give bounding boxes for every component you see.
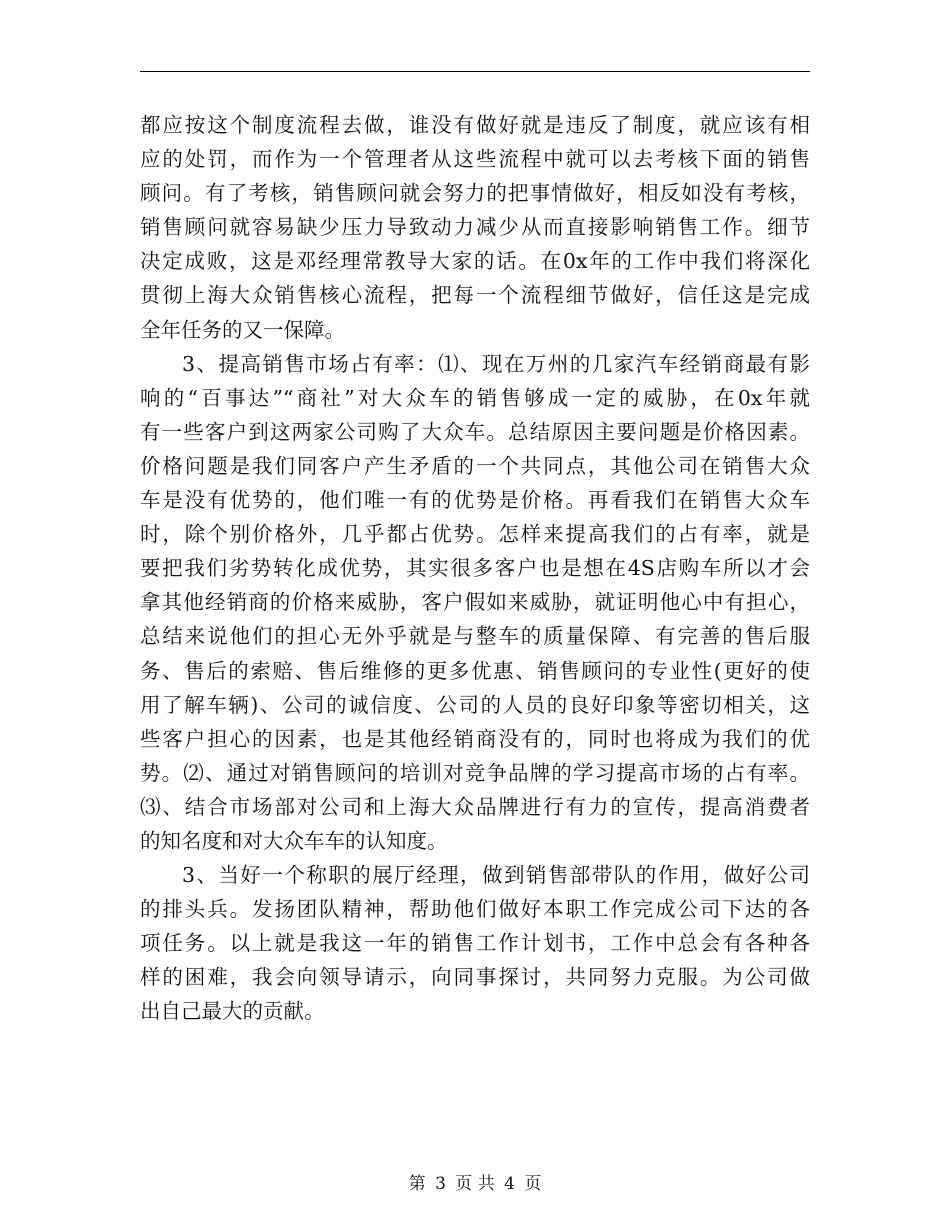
text-line: ⑶、结合市场部对公司和上海大众品牌进行有力的宣传，提高消费者	[140, 794, 810, 819]
paragraph	[140, 347, 810, 858]
text-line: 的排头兵。发扬团队精神，帮助他们做好本职工作完成公司下达的各	[140, 897, 810, 922]
text-line: 的知名度和对大众车车的认知度。	[140, 828, 448, 853]
text-line: 响的“百事达”“商社”对大众车的销售够成一定的威胁，在0x年就	[140, 385, 810, 410]
document-body	[140, 108, 810, 1029]
text-line: 项任务。以上就是我这一年的销售工作计划书，工作中总会有各种各	[140, 931, 810, 956]
text-line: 有一些客户到这两家公司购了大众车。总结原因主要问题是价格因素。	[140, 419, 810, 444]
header-rule	[140, 71, 810, 72]
paragraph	[140, 858, 810, 1028]
text-line: 决定成败，这是邓经理常教导大家的话。在0x年的工作中我们将深化	[140, 249, 810, 274]
text-line: 贯彻上海大众销售核心流程，把每一个流程细节做好，信任这是完成	[140, 283, 810, 308]
text-line: 些客户担心的因素，也是其他经销商没有的，同时也将成为我们的优	[140, 726, 810, 751]
text-line: 务、售后的索赔、售后维修的更多优惠、销售顾问的专业性(更好的使	[140, 658, 810, 683]
text-line: 价格问题是我们同客户产生矛盾的一个共同点，其他公司在销售大众	[140, 453, 810, 478]
footer-suffix: 页	[524, 1174, 542, 1194]
text-line: 顾问。有了考核，销售顾问就会努力的把事情做好，相反如没有考核，	[140, 181, 810, 206]
text-line: 应的处罚，而作为一个管理者从这些流程中就可以去考核下面的销售	[140, 147, 810, 172]
text-line: 时，除个别价格外，几乎都占优势。怎样来提高我们的占有率，就是	[140, 522, 810, 547]
text-line: 拿其他经销商的价格来威胁，客户假如来威胁，就证明他心中有担心，	[140, 590, 810, 615]
text-line: 销售顾问就容易缺少压力导致动力减少从而直接影响销售工作。细节	[140, 215, 810, 240]
text-line: 全年任务的又一保障。	[140, 317, 345, 342]
text-line: 样的困难，我会向领导请示，向同事探讨，共同努力克服。为公司做	[140, 965, 810, 990]
text-line: 总结来说他们的担心无外乎就是与整车的质量保障、有完善的售后服	[140, 624, 810, 649]
page-footer	[0, 1172, 950, 1196]
paragraph	[140, 108, 810, 347]
text-line: 都应按这个制度流程去做，谁没有做好就是违反了制度，就应该有相	[140, 113, 810, 137]
footer-page-number: 3	[435, 1174, 446, 1194]
text-line: 用了解车辆)、公司的诚信度、公司的人员的良好印象等密切相关，这	[140, 692, 810, 717]
footer-total-pages: 4	[504, 1174, 515, 1194]
footer-prefix: 第	[408, 1174, 426, 1194]
text-line: 3、当好一个称职的展厅经理，做到销售部带队的作用，做好公司	[182, 863, 810, 888]
text-line: 3、提高销售市场占有率：⑴、现在万州的几家汽车经销商最有影	[182, 351, 810, 376]
text-line: 势。⑵、通过对销售顾问的培训对竞争品牌的学习提高市场的占有率。	[140, 760, 810, 785]
text-line: 车是没有优势的，他们唯一有的优势是价格。再看我们在销售大众车	[140, 488, 810, 513]
text-line: 出自己最大的贡献。	[140, 999, 325, 1024]
footer-middle: 页 共	[455, 1174, 495, 1194]
text-line: 要把我们劣势转化成优势，其实很多客户也是想在4S店购车所以才会	[140, 556, 810, 581]
